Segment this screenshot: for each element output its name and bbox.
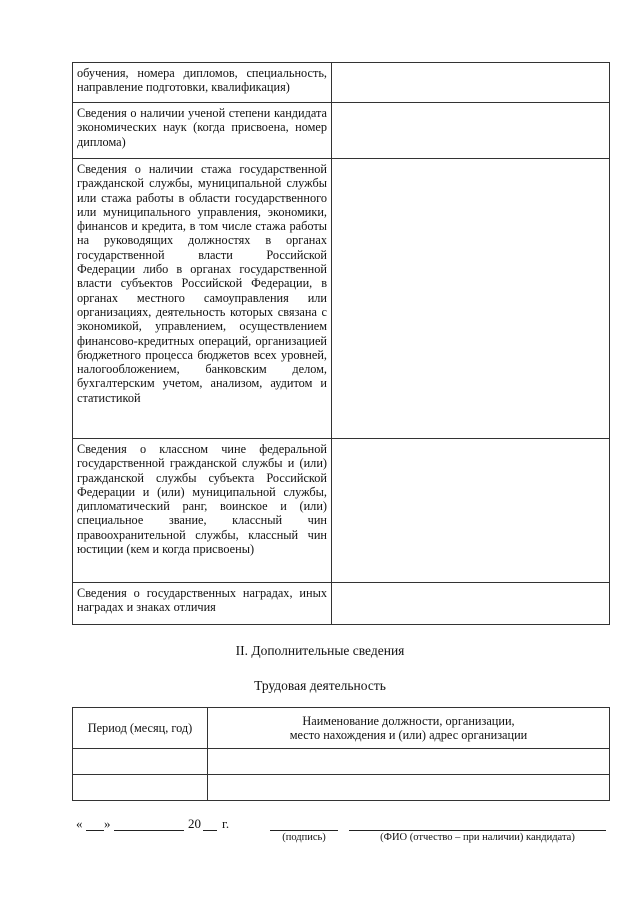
section-title: II. Дополнительные сведения [235, 643, 405, 658]
table-row [73, 63, 610, 103]
table-row [73, 749, 610, 775]
row-label-awards: Сведения о государственных наградах, иных наградах и знаках отличия [73, 583, 332, 625]
full-name-field[interactable] [349, 830, 606, 831]
section-subtitle: Трудовая деятельность [254, 678, 386, 693]
position-header [208, 708, 610, 749]
row-label-degree: Сведения о наличии ученой степени кандидата экономических наук (когда присвоена, номер диплома) [73, 103, 332, 159]
row-label-rank: Сведения о классном чине федеральной государственной гражданской службы и (или) гражданской службы субъекта Российской Федерации и (или) муниципальной службы, дипломатический ранг, воинское и (или) специальное звание, классный чин правоохранительной службы, классный чин юстиции (кем и когда присвоены) [73, 439, 332, 583]
row-label-education: обучения, номера дипломов, специальность, направление подготовки, квалификация) [73, 63, 332, 103]
table-row [73, 103, 610, 159]
year-prefix: 20 [188, 816, 201, 831]
row-value-experience[interactable] [332, 159, 610, 439]
row-label-experience: Сведения о наличии стажа государственной гражданской службы, муниципальной службы или стажа работы в области государственного или муниципального управления, экономики, финансов и кредита, в том числе стажа работы на руководящих должностях в органах государственной власти Российской Федерации либо в органах государственной власти субъектов Российской Федерации, в органах местного самоуправления или организациях, деятельность которых связана с экономикой, управлением, осуществлением финансово-кредитных операций, организацией бюджетного процесса бюджетов всех уровней, налогообложением, банковским делом, бухгалтерским учетом, анализом, аудитом и статистикой [73, 159, 332, 439]
row-value-rank[interactable] [332, 439, 610, 583]
full-name-caption: (ФИО (отчество – при наличии) кандидата) [380, 832, 575, 843]
month-field[interactable] [114, 830, 184, 831]
labor-activity-table [72, 707, 610, 801]
table-header-row [73, 708, 610, 749]
period-cell[interactable] [73, 775, 208, 801]
signature-caption: (подпись) [282, 832, 326, 843]
row-value-education[interactable] [332, 63, 610, 103]
position-cell[interactable] [208, 775, 610, 801]
date-open-quote: « [76, 816, 83, 831]
table-row [73, 583, 610, 625]
table-row [73, 439, 610, 583]
row-value-degree[interactable] [332, 103, 610, 159]
position-header-line1: Наименование должности, организации, [302, 713, 515, 728]
table-row [73, 159, 610, 439]
date-close-quote: » [104, 816, 111, 831]
period-cell[interactable] [73, 749, 208, 775]
position-cell[interactable] [208, 749, 610, 775]
row-value-awards[interactable] [332, 583, 610, 625]
signature-field[interactable] [270, 830, 338, 831]
table-row [73, 775, 610, 801]
period-header: Период (месяц, год) [73, 708, 208, 749]
year-suffix: г. [222, 816, 230, 831]
day-field[interactable] [86, 830, 104, 831]
position-header-line2: место нахождения и (или) адрес организации [289, 728, 528, 742]
candidate-info-table [72, 62, 610, 625]
year-field[interactable] [203, 830, 217, 831]
